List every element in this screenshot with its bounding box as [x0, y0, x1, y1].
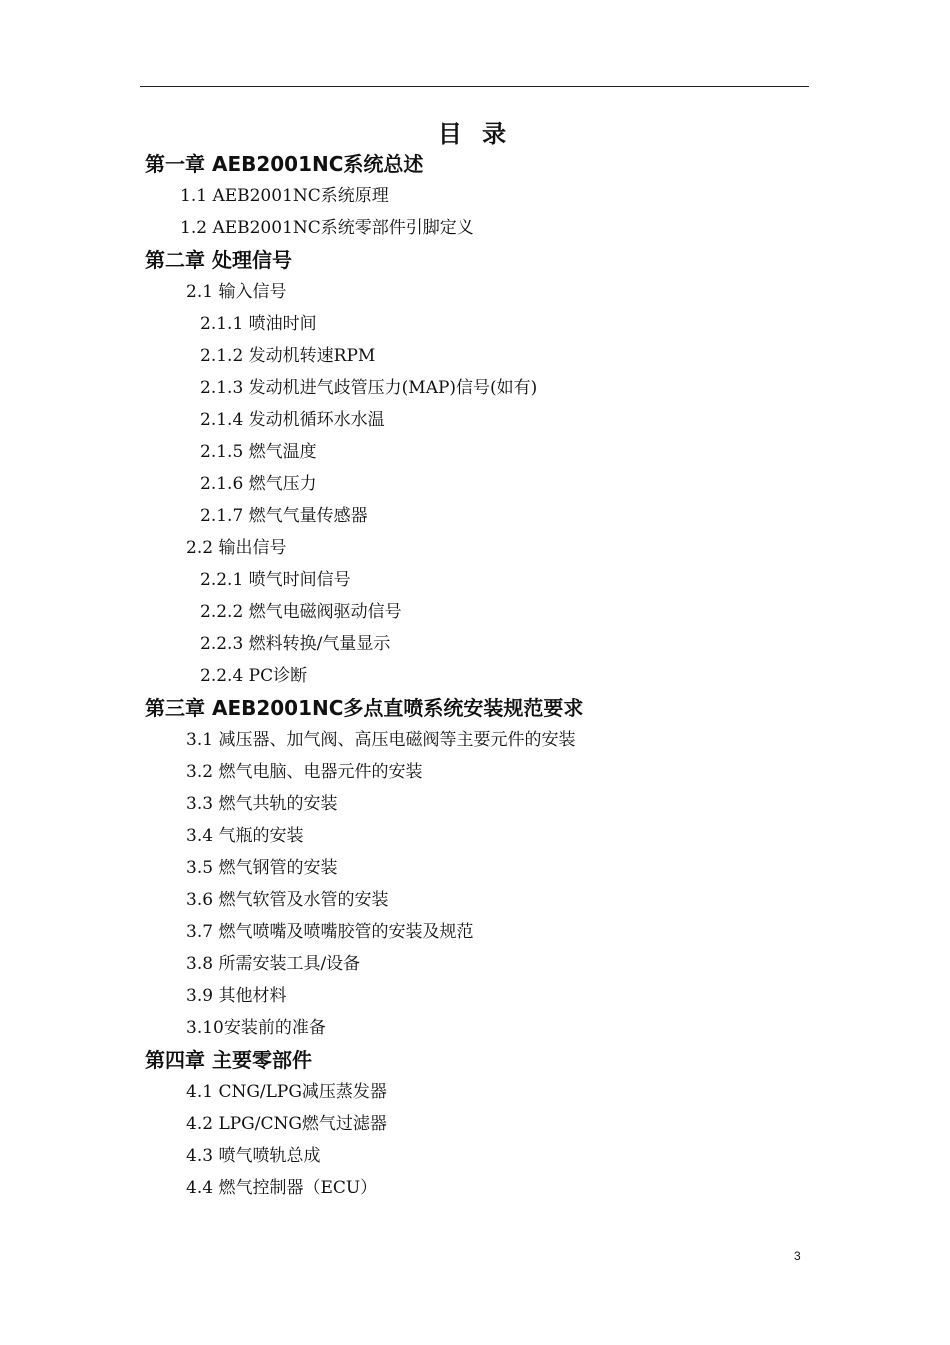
- toc-section-entry[interactable]: 2.1.1 喷油时间: [200, 314, 317, 334]
- toc-section-entry[interactable]: 2.2.1 喷气时间信号: [200, 570, 351, 590]
- toc-section-entry[interactable]: 3.5 燃气钢管的安装: [186, 858, 338, 878]
- toc-section-entry[interactable]: 2.1.4 发动机循环水水温: [200, 410, 385, 430]
- toc-section-entry[interactable]: 3.1 减压器、加气阀、高压电磁阀等主要元件的安装: [186, 730, 576, 750]
- toc-section-entry[interactable]: 3.2 燃气电脑、电器元件的安装: [186, 762, 423, 782]
- toc-section-entry[interactable]: 4.2 LPG/CNG燃气过滤器: [186, 1114, 387, 1134]
- toc-section-entry[interactable]: 1.1 AEB2001NC系统原理: [180, 186, 389, 206]
- toc-section-entry[interactable]: 2.1.6 燃气压力: [200, 474, 317, 494]
- toc-section-entry[interactable]: 3.3 燃气共轨的安装: [186, 794, 338, 814]
- toc-chapter-entry[interactable]: 第四章 主要零部件: [145, 1048, 312, 1072]
- toc-section-entry[interactable]: 3.6 燃气软管及水管的安装: [186, 890, 389, 910]
- toc-chapter-entry[interactable]: 第三章 AEB2001NC多点直喷系统安装规范要求: [145, 696, 584, 720]
- toc-section-entry[interactable]: 2.2.4 PC诊断: [200, 666, 308, 686]
- toc-section-entry[interactable]: 2.2.3 燃料转换/气量显示: [200, 634, 391, 654]
- toc-section-entry[interactable]: 3.4 气瓶的安装: [186, 826, 304, 846]
- toc-chapter-entry[interactable]: 第二章 处理信号: [145, 248, 292, 272]
- toc-section-entry[interactable]: 4.4 燃气控制器（ECU）: [186, 1178, 378, 1198]
- toc-section-entry[interactable]: 4.3 喷气喷轨总成: [186, 1146, 321, 1166]
- toc-section-entry[interactable]: 2.1.5 燃气温度: [200, 442, 317, 462]
- toc-section-entry[interactable]: 2.2.2 燃气电磁阀驱动信号: [200, 602, 402, 622]
- toc-section-entry[interactable]: 3.10安装前的准备: [186, 1018, 326, 1038]
- toc-section-entry[interactable]: 2.1.2 发动机转速RPM: [200, 346, 376, 366]
- toc-section-entry[interactable]: 2.1 输入信号: [186, 282, 287, 302]
- toc-section-entry[interactable]: 2.2 输出信号: [186, 538, 287, 558]
- toc-section-entry[interactable]: 2.1.3 发动机进气歧管压力(MAP)信号(如有): [200, 378, 538, 398]
- toc-section-entry[interactable]: 3.7 燃气喷嘴及喷嘴胶管的安装及规范: [186, 922, 474, 942]
- toc-section-entry[interactable]: 1.2 AEB2001NC系统零部件引脚定义: [180, 218, 474, 238]
- page-number: 3: [794, 1249, 801, 1263]
- page-title: 目 录: [437, 120, 513, 148]
- toc-section-entry[interactable]: 2.1.7 燃气气量传感器: [200, 506, 368, 526]
- toc-section-entry[interactable]: 3.9 其他材料: [186, 986, 287, 1006]
- toc-chapter-entry[interactable]: 第一章 AEB2001NC系统总述: [145, 152, 424, 176]
- toc-section-entry[interactable]: 4.1 CNG/LPG减压蒸发器: [186, 1082, 387, 1102]
- table-of-contents: [0, 148, 950, 1204]
- header-rule: [140, 86, 809, 87]
- toc-section-entry[interactable]: 3.8 所需安装工具/设备: [186, 954, 361, 974]
